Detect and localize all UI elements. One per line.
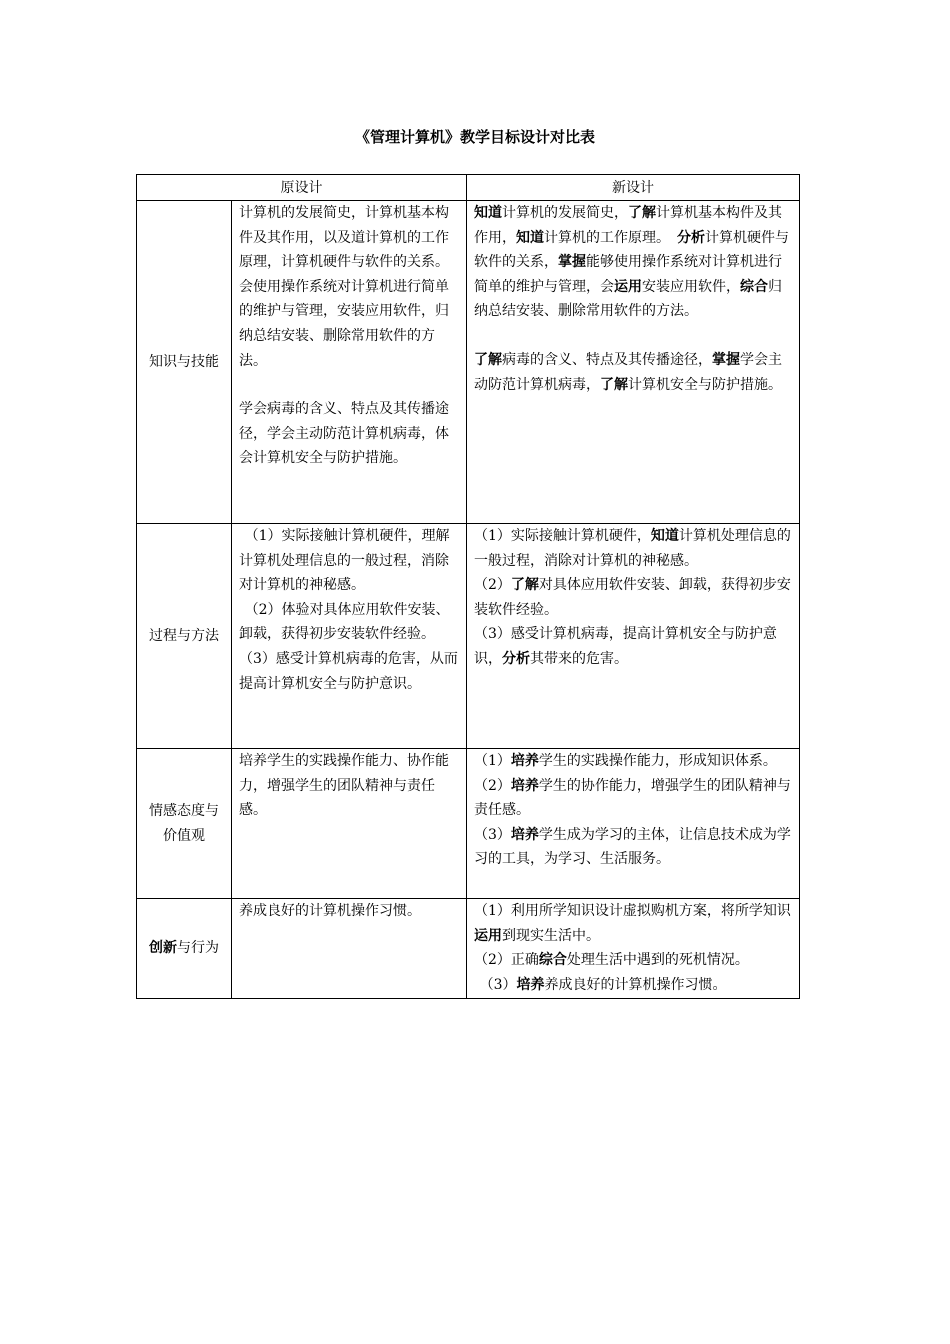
original-design-cell [232, 899, 467, 999]
new-paragraph: （2）了解对具体应用软件安装、卸载，获得初步安装软件经验。 [474, 577, 791, 618]
verb-keyword: 分析 [677, 229, 705, 246]
verb-keyword: 培养 [510, 826, 539, 843]
new-paragraph: （1）培养学生的实践操作能力，形成知识体系。 [474, 753, 777, 769]
verb-keyword: 培养 [510, 753, 539, 769]
original-paragraph: 计算机的发展简史，计算机基本构件及其作用，以及道计算机的工作原理，计算机硬件与软件的关系。会使用操作系统对计算机进行简单的维护与管理，安装应用软件，归纳总结安装、删除常用软件的方法。 [239, 205, 449, 369]
new-design-cell [467, 524, 800, 749]
row-category: 知识与技能 [137, 201, 232, 524]
new-design-cell [467, 749, 800, 899]
new-design-cell [467, 201, 800, 524]
verb-keyword: 知道 [474, 205, 502, 221]
original-paragraph: 学会病毒的含义、特点及其传播途径，学会主动防范计算机病毒，体会计算机安全与防护措施。 [239, 401, 449, 467]
header-original: 原设计 [137, 175, 467, 201]
table-row [137, 899, 800, 999]
verb-keyword: 知道 [516, 229, 544, 246]
row-category: 创新与行为 [137, 899, 232, 999]
verb-keyword: 分析 [502, 650, 530, 667]
verb-keyword: 了解 [600, 376, 628, 393]
original-design-cell [232, 524, 467, 749]
original-paragraph: 养成良好的计算机操作习惯。 [239, 903, 421, 919]
original-paragraph: 培养学生的实践操作能力、协作能力，增强学生的团队精神与责任感。 [239, 753, 449, 819]
verb-keyword: 培养 [510, 777, 539, 794]
new-paragraph: （3）培养养成良好的计算机操作习惯。 [479, 976, 727, 993]
verb-keyword: 掌握 [558, 254, 586, 271]
original-design-cell [232, 749, 467, 899]
row-category: 过程与方法 [137, 524, 232, 749]
row-category: 情感态度与价值观 [137, 749, 232, 899]
new-paragraph: （3）培养学生成为学习的主体，让信息技术成为学习的工具，为学习、生活服务。 [474, 826, 791, 868]
table-row [137, 524, 800, 749]
table-row [137, 201, 800, 524]
verb-keyword: 综合 [740, 278, 768, 295]
verb-keyword: 了解 [510, 577, 539, 594]
verb-keyword: 了解 [474, 351, 502, 368]
original-paragraph: （3）感受计算机病毒的危害，从而提高计算机安全与防护意识。 [239, 650, 458, 692]
new-paragraph: 知道计算机的发展简史，了解计算机基本构件及其作用，知道计算机的工作原理。 分析计算机硬件与软件的关系，掌握能够使用操作系统对计算机进行简单的维护与管理，会运用安装应用软件，综合归纳总结安装、删除常用软件的方法。 [474, 205, 789, 320]
new-paragraph: （2）培养学生的协作能力，增强学生的团队精神与责任感。 [474, 777, 791, 819]
table-row [137, 749, 800, 899]
original-design-cell [232, 201, 467, 524]
verb-keyword: 了解 [628, 205, 656, 221]
new-paragraph: （3）感受计算机病毒，提高计算机安全与防护意识，分析其带来的危害。 [474, 626, 777, 667]
verb-keyword: 掌握 [712, 351, 740, 368]
verb-keyword: 知道 [650, 528, 679, 544]
page-title: 《管理计算机》教学目标设计对比表 [354, 128, 595, 146]
verb-keyword: 综合 [538, 952, 567, 969]
header-new: 新设计 [467, 175, 800, 201]
original-paragraph: （1）实际接触计算机硬件，理解计算机处理信息的一般过程，消除对计算机的神秘感。 [239, 528, 450, 594]
comparison-table [136, 174, 800, 999]
verb-keyword: 运用 [614, 278, 642, 295]
new-design-cell [467, 899, 800, 999]
new-paragraph: （1）利用所学知识设计虚拟购机方案，将所学知识运用到现实生活中。 [474, 903, 791, 944]
new-paragraph: （2）正确综合处理生活中遇到的死机情况。 [474, 952, 749, 969]
verb-keyword: 运用 [474, 927, 502, 944]
original-paragraph: （2）体验对具体应用软件安装、卸载，获得初步安装软件经验。 [239, 601, 450, 643]
table-header-row [137, 175, 800, 201]
verb-keyword: 培养 [516, 976, 545, 993]
new-paragraph: （1）实际接触计算机硬件，知道计算机处理信息的一般过程，消除对计算机的神秘感。 [474, 528, 791, 569]
new-paragraph: 了解病毒的含义、特点及其传播途径，掌握学会主动防范计算机病毒，了解计算机安全与防护措施。 [474, 351, 782, 393]
